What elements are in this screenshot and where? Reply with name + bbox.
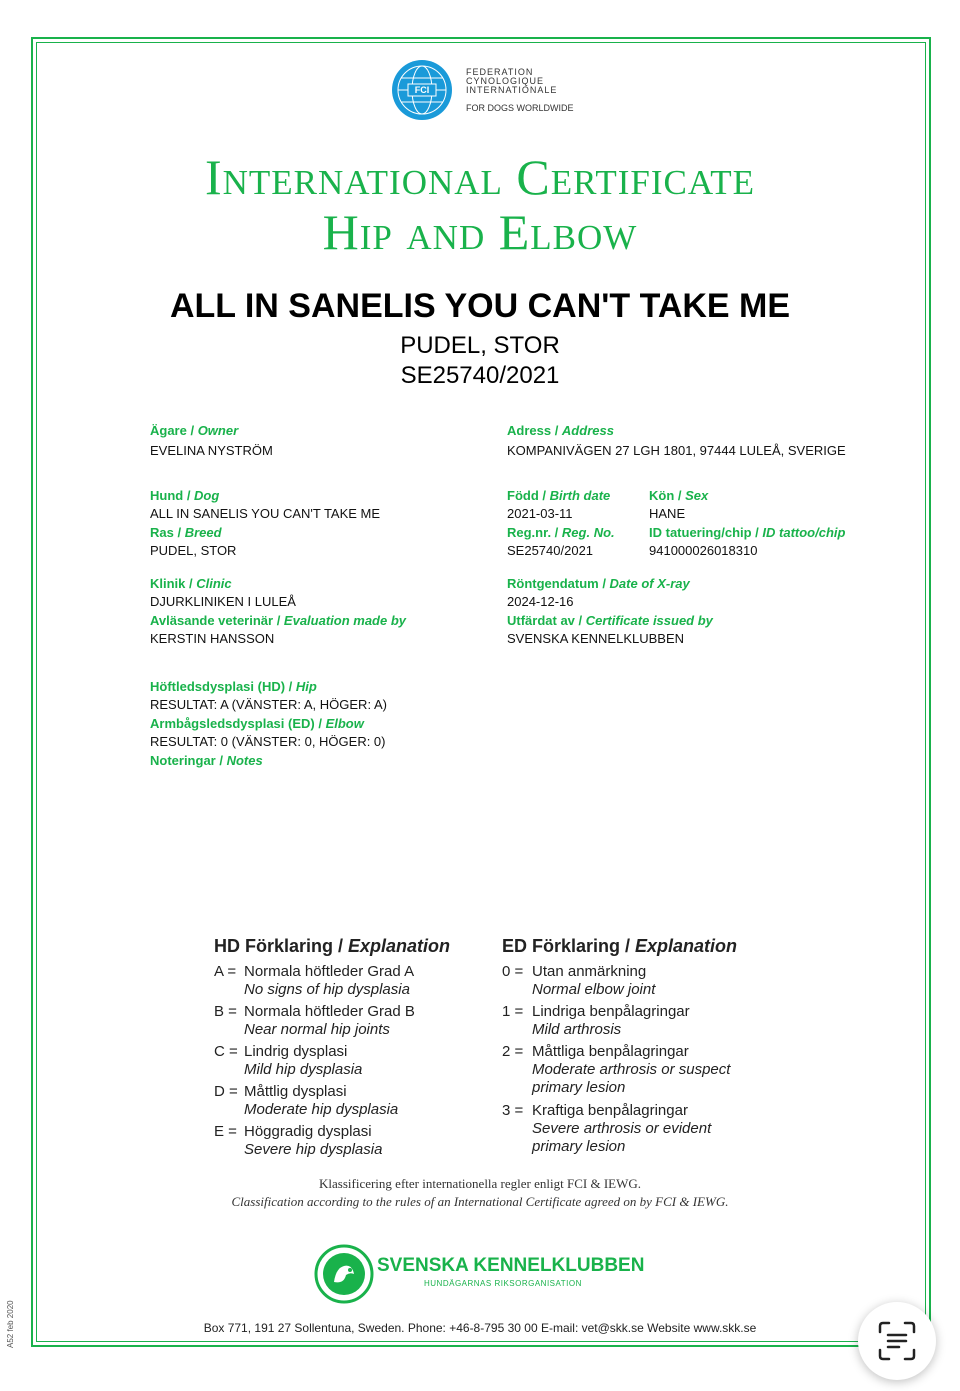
- ed-result-field: [150, 716, 386, 750]
- ed-item: 0 = Utan anmärkning Normal elbow joint: [502, 963, 656, 998]
- fci-line-3: INTERNATIONALE: [466, 85, 558, 95]
- text-scan-icon: [858, 1302, 936, 1380]
- clinic-value: DJURKLINIKEN I LULEÅ: [150, 594, 296, 609]
- vet-value: KERSTIN HANSSON: [150, 631, 275, 646]
- certificate-title-line-2: Hip and Elbow: [322, 204, 638, 260]
- hd-item: B = Normala höftleder Grad B Near normal hip joints: [214, 1003, 415, 1038]
- owner-field: [150, 423, 273, 459]
- issued-by-field: [507, 613, 713, 647]
- certificate-title-line-1: International Certificate: [204, 149, 756, 205]
- text-scan-button[interactable]: [858, 1302, 936, 1380]
- clinic-label: Klinik / Clinic: [150, 576, 232, 591]
- breed-label: Ras / Breed: [150, 525, 222, 540]
- breed-field: [150, 525, 236, 559]
- issued-by-value: SVENSKA KENNELKLUBBEN: [507, 631, 685, 646]
- vet-field: [150, 613, 406, 647]
- notes-field: [150, 753, 263, 769]
- reg-no-value: SE25740/2021: [507, 543, 594, 558]
- xray-date-value: 2024-12-16: [507, 594, 574, 609]
- fci-line-1: FEDERATION: [466, 67, 534, 77]
- xray-date-field: [507, 576, 690, 610]
- birth-date-value: 2021-03-11: [507, 506, 573, 521]
- sex-label: Kön / Sex: [649, 488, 709, 503]
- skk-name: SVENSKA KENNELKLUBBEN: [377, 1255, 645, 1276]
- chip-field: [649, 525, 845, 559]
- hd-item: E = Höggradig dysplasi Severe hip dysplasia: [214, 1123, 383, 1158]
- owner-value: EVELINA NYSTRÖM: [150, 443, 273, 458]
- reg-no-label: Reg.nr. / Reg. No.: [507, 525, 615, 540]
- hd-label: Höftledsdysplasi (HD) / Hip: [150, 679, 317, 694]
- hd-item: D = Måttlig dysplasi Moderate hip dysplasia: [214, 1083, 399, 1118]
- fci-line-2: CYNOLOGIQUE: [466, 76, 545, 86]
- reg-no-field: [507, 525, 615, 559]
- hd-item: A = Normala höftleder Grad A No signs of hip dysplasia: [214, 963, 415, 998]
- notes-label: Noteringar / Notes: [150, 753, 263, 768]
- hd-result-value: RESULTAT: A (VÄNSTER: A, HÖGER: A): [150, 697, 387, 712]
- address-field: [507, 423, 846, 459]
- skk-emblem-icon: [314, 1244, 374, 1304]
- vet-label: Avläsande veterinär / Evaluation made by: [150, 613, 407, 628]
- hd-explanation-heading: HD Förklaring / Explanation: [214, 936, 451, 956]
- sex-value: HANE: [649, 506, 686, 521]
- dog-breed-heading: PUDEL, STOR: [400, 332, 560, 359]
- fci-name: [466, 68, 557, 95]
- classification-english: Classification according to the rules of an International Certificate agreed on by FCI & IEWG.: [231, 1194, 729, 1209]
- clinic-field: [150, 576, 296, 610]
- chip-value: 941000026018310: [649, 543, 758, 558]
- fci-logo: [390, 58, 590, 122]
- ed-item: 1 = Lindriga benpålagringar Mild arthrosis: [502, 1003, 690, 1038]
- birth-date-label: Född / Birth date: [507, 488, 611, 503]
- breed-value: PUDEL, STOR: [150, 543, 237, 558]
- svg-text:FCI: FCI: [414, 85, 430, 95]
- xray-date-label: Röntgendatum / Date of X-ray: [507, 576, 690, 591]
- dog-field: [150, 488, 380, 522]
- dog-name-heading: ALL IN SANELIS YOU CAN'T TAKE ME: [169, 287, 791, 325]
- form-code: A52 feb 2020: [6, 1300, 15, 1348]
- owner-label: Ägare / Owner: [150, 423, 239, 438]
- sex-field: [649, 488, 708, 522]
- address-label: Adress / Address: [507, 423, 614, 438]
- footer-contact: Box 771, 191 27 Sollentuna, Sweden. Phone: +46-8-795 30 00 E-mail: vet@skk.se Website www.skk.se: [203, 1321, 757, 1335]
- hd-item: C = Lindrig dysplasi Mild hip dysplasia: [214, 1043, 363, 1078]
- hd-result-field: [150, 679, 387, 713]
- fci-tagline: FOR DOGS WORLDWIDE: [466, 103, 574, 113]
- classification-swedish: Klassificering efter internationella regler enligt FCI & IEWG.: [319, 1176, 641, 1191]
- chip-label: ID tatuering/chip / ID tattoo/chip: [649, 525, 846, 540]
- ed-item: 3 = Kraftiga benpålagringar Severe arthrosis or evident primary lesion: [502, 1102, 712, 1155]
- skk-subtitle: HUNDÄGARNAS RIKSORGANISATION: [424, 1279, 582, 1288]
- dog-reg-heading: SE25740/2021: [400, 362, 560, 389]
- dog-label: Hund / Dog: [150, 488, 220, 503]
- ed-item: 2 = Måttliga benpålagringar Moderate arthrosis or suspect primary lesion: [502, 1043, 731, 1096]
- fci-globe-icon: [390, 58, 454, 122]
- ed-label: Armbågsledsdysplasi (ED) / Elbow: [150, 716, 364, 731]
- dog-value: ALL IN SANELIS YOU CAN'T TAKE ME: [150, 506, 381, 521]
- ed-explanation-heading: ED Förklaring / Explanation: [502, 936, 738, 956]
- issued-by-label: Utfärdat av / Certificate issued by: [507, 613, 713, 628]
- birth-date-field: [507, 488, 610, 522]
- address-value: KOMPANIVÄGEN 27 LGH 1801, 97444 LULEÅ, SVERIGE: [507, 443, 846, 458]
- ed-result-value: RESULTAT: 0 (VÄNSTER: 0, HÖGER: 0): [150, 734, 386, 749]
